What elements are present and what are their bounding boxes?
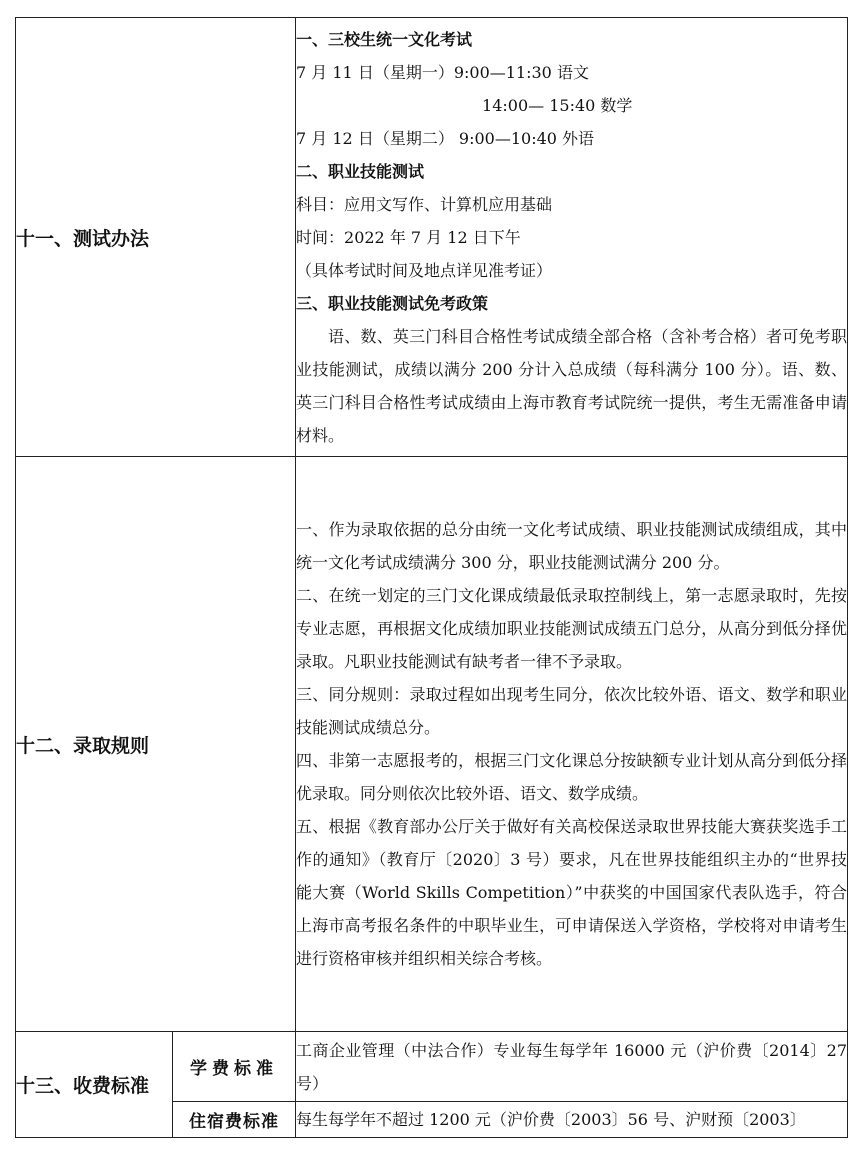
row-tuition — [16, 1032, 848, 1102]
admission-rule: 一、作为录取依据的总分由统一文化考试成绩、职业技能测试成绩组成，其中统一文化考试成绩满分 300 分，职业技能测试满分 200 分。 — [296, 520, 848, 572]
admission-rule: 二、在统一划定的三门文化课成绩最低录取控制线上，第一志愿录取时，先按专业志愿，再根据文化成绩加职业技能测试成绩五门总分，从高分到低分择优录取。凡职业技能测试有缺考者一律不予录取。 — [296, 586, 848, 671]
skill-test-subjects: 科目：应用文写作、计算机应用基础 — [296, 194, 553, 214]
admission-rule: 五、根据《教育部办公厅关于做好有关高校保送录取世界技能大赛获奖选手工作的通知》（教育厅〔2020〕3 号）要求，凡在世界技能组织主办的“世界技能大赛（World Skills Competition）”中获奖的中国国家代表队选手，符合上海市高考报名条件的中职毕业生，可申请保送入学资格，学校将对申请考生进行资格审核并组织相关综合考核。 — [296, 817, 848, 968]
label-test-method: 十一、测试办法 — [16, 18, 296, 457]
tuition-text: 工商企业管理（中法合作）专业每生每学年 16000 元（沪价费〔2014〕27 号） — [296, 1032, 848, 1102]
exam-location-note: （具体考试时间及地点详见准考证） — [296, 260, 553, 280]
content-admission-rules — [296, 457, 848, 1032]
exam-schedule-line: 7 月 12 日（星期二） 9:00—10:40 外语 — [296, 128, 595, 148]
heading-skill-test: 二、职业技能测试 — [296, 161, 425, 181]
exemption-policy-text: 语、数、英三门科目合格性考试成绩全部合格（含补考合格）者可免考职业技能测试，成绩以满分 200 分计入总成绩（每科满分 100 分）。语、数、英三门科目合格性考试成绩由上海市教育考试院统一提供，考生无需准备申请材料。 — [296, 326, 848, 445]
label-admission-rules: 十二、录取规则 — [16, 457, 296, 1032]
row-test-method — [16, 18, 848, 457]
label-lodging-standard: 住宿费标准 — [173, 1102, 296, 1138]
skill-test-time: 时间：2022 年 7 月 12 日下午 — [296, 227, 521, 247]
exam-schedule-line: 7 月 11 日（星期一）9:00—11:30 语文 — [296, 62, 589, 82]
admission-rule: 四、非第一志愿报考的，根据三门文化课总分按缺额专业计划从高分到低分择优录取。同分则依次比较外语、语文、数学成绩。 — [296, 751, 848, 803]
heading-exemption-policy: 三、职业技能测试免考政策 — [296, 293, 489, 313]
admission-rule: 三、同分规则：录取过程如出现考生同分，依次比较外语、语文、数学和职业技能测试成绩总分。 — [296, 685, 848, 737]
content-test-method — [296, 18, 848, 457]
lodging-text: 每生每学年不超过 1200 元（沪价费〔2003〕56 号、沪财预〔2003〕 — [296, 1102, 848, 1138]
exam-schedule-line: 14:00— 15:40 数学 — [482, 95, 633, 115]
label-tuition-standard: 学费标准 — [173, 1032, 296, 1102]
heading-unified-exam: 一、三校生统一文化考试 — [296, 29, 473, 49]
label-fee-standard: 十三、收费标准 — [16, 1032, 173, 1138]
admissions-table — [15, 17, 848, 1138]
row-admission-rules — [16, 457, 848, 1032]
